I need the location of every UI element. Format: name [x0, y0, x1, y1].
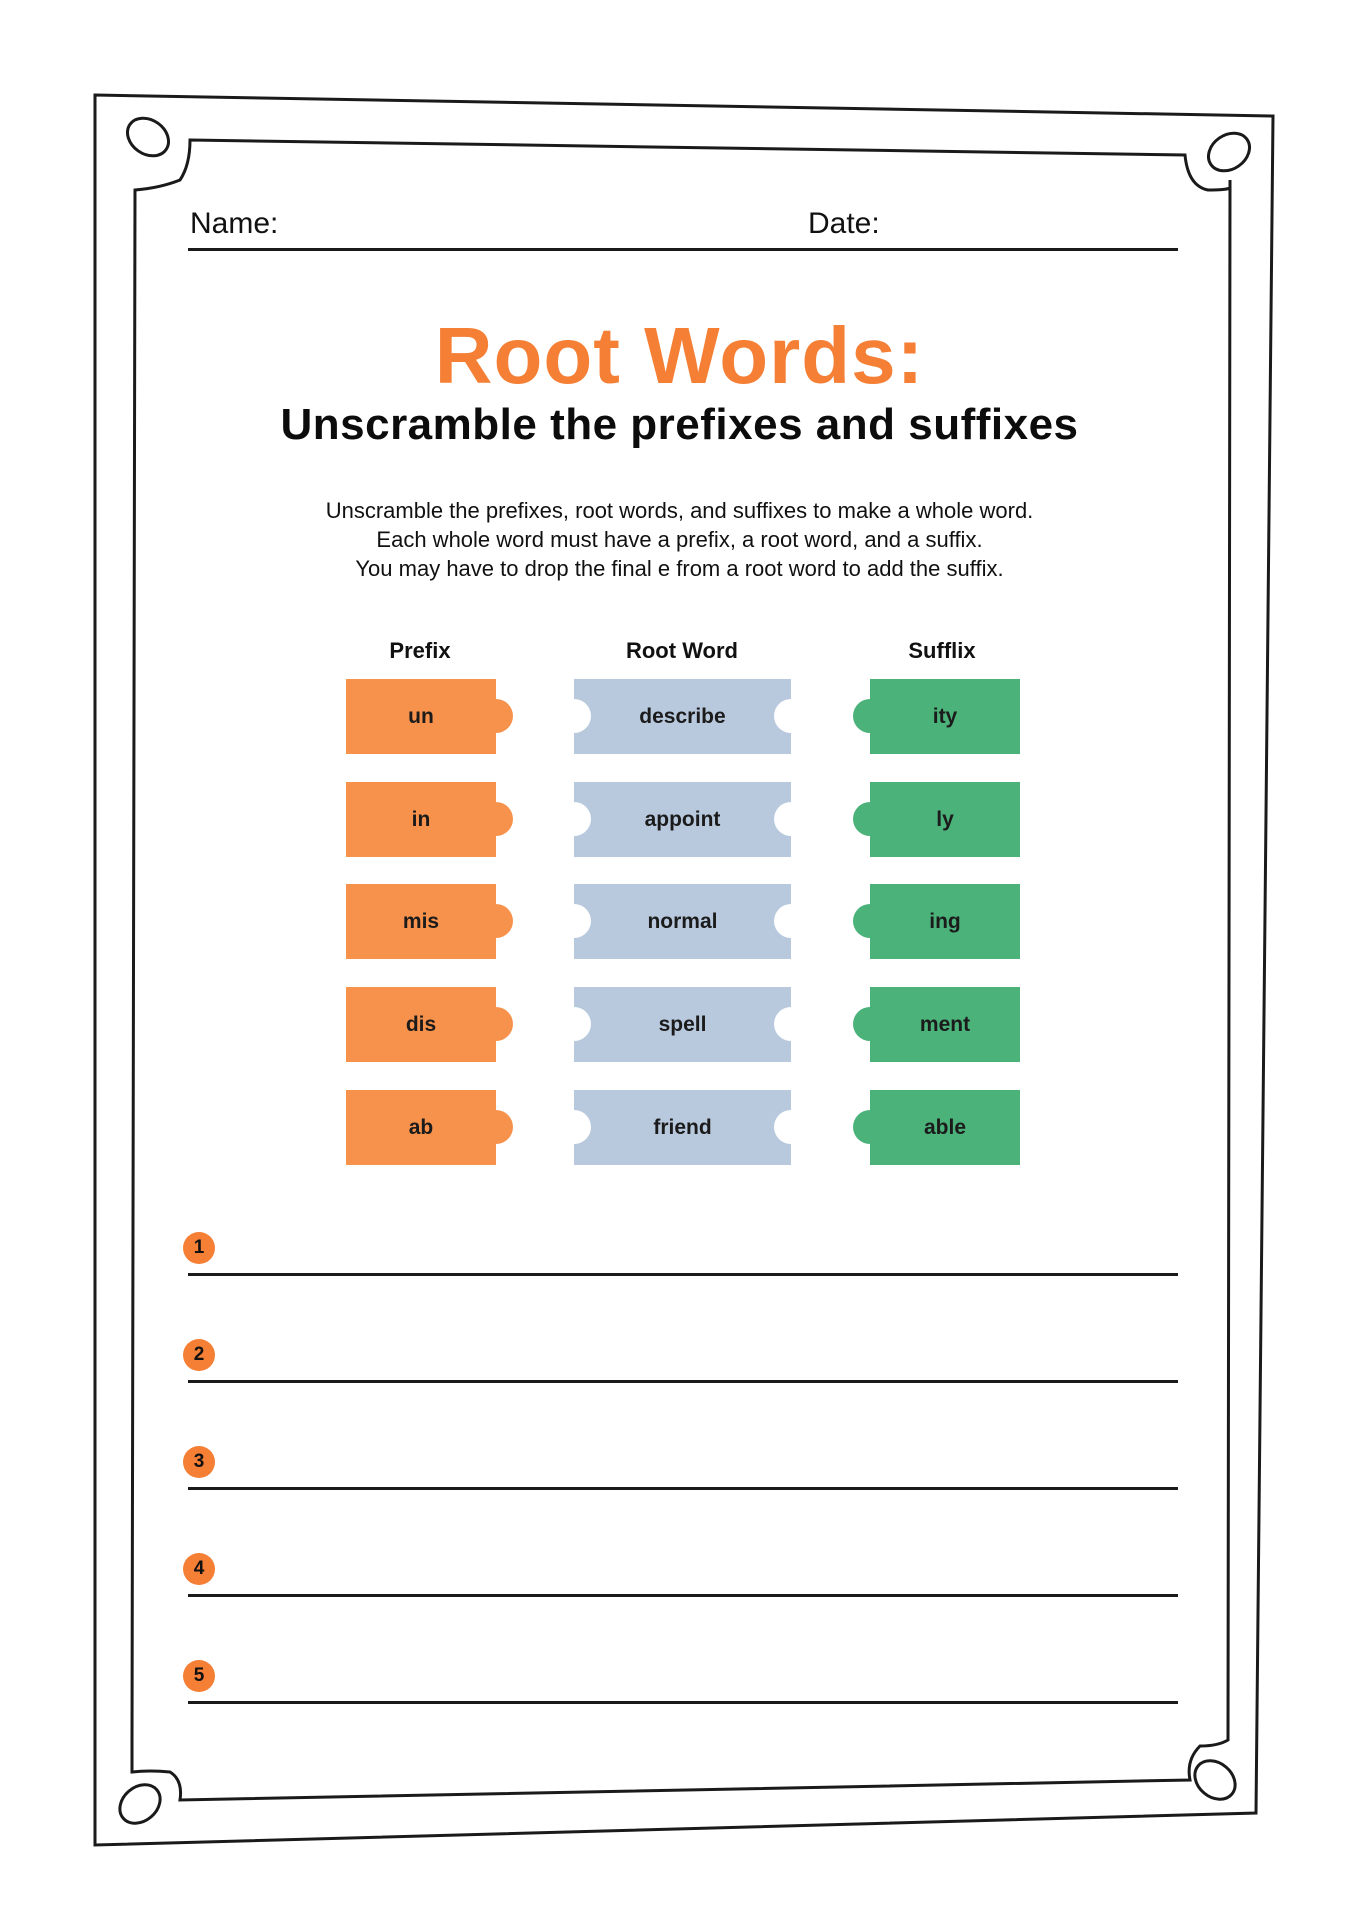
suffix-piece [870, 679, 1020, 754]
root-piece [574, 987, 791, 1062]
root-label: friend [653, 1115, 712, 1139]
answer-number-badge: 3 [183, 1446, 215, 1478]
puzzle-slot [774, 1110, 808, 1144]
prefix-label: un [408, 704, 434, 728]
date-label: Date: [808, 207, 880, 240]
prefix-piece [346, 782, 496, 857]
puzzle-slot [557, 699, 591, 733]
puzzle-tab [479, 1007, 513, 1041]
suffix-label: ly [936, 807, 954, 831]
suffix-label: ing [929, 909, 961, 933]
puzzle-tab [479, 1110, 513, 1144]
prefix-piece [346, 987, 496, 1062]
puzzle-slot [774, 1007, 808, 1041]
root-piece [574, 1090, 791, 1165]
root-piece [574, 679, 791, 754]
answer-line[interactable] [188, 1380, 1178, 1383]
puzzle-slot [557, 1110, 591, 1144]
root-piece [574, 884, 791, 959]
suffix-piece [870, 782, 1020, 857]
suffix-piece [870, 884, 1020, 959]
puzzle-tab [479, 802, 513, 836]
puzzle-slot [557, 802, 591, 836]
root-label: appoint [644, 807, 721, 831]
suffix-label: ment [919, 1012, 971, 1036]
root-label: normal [647, 909, 718, 933]
suffix-column-header: Sufflix [908, 638, 976, 663]
root-piece [574, 782, 791, 857]
page-subtitle: Unscramble the prefixes and suffixes [280, 400, 1079, 449]
answer-number-badge: 4 [183, 1553, 215, 1585]
answer-line[interactable] [188, 1594, 1178, 1597]
instruction-line: Unscramble the prefixes, root words, and suffixes to make a whole word. [325, 498, 1034, 523]
puzzle-tab [479, 699, 513, 733]
prefix-piece [346, 679, 496, 754]
prefix-label: in [411, 807, 431, 831]
answer-line[interactable] [188, 1273, 1178, 1276]
puzzle-slot [774, 802, 808, 836]
answer-number-badge: 2 [183, 1339, 215, 1371]
answer-number-badge: 5 [183, 1660, 215, 1692]
suffix-piece [870, 1090, 1020, 1165]
prefix-column-header: Prefix [389, 638, 451, 663]
puzzle-tab [853, 699, 887, 733]
instruction-line: Each whole word must have a prefix, a root word, and a suffix. [376, 527, 983, 552]
prefix-piece [346, 1090, 496, 1165]
root-label: spell [658, 1012, 707, 1036]
root-column-header: Root Word [625, 638, 738, 663]
puzzle-tab [853, 1007, 887, 1041]
prefix-label: ab [408, 1115, 434, 1139]
name-label: Name: [190, 207, 279, 240]
page-title: Root Words: [434, 311, 925, 400]
prefix-piece [346, 884, 496, 959]
answer-line[interactable] [188, 1701, 1178, 1704]
puzzle-slot [557, 1007, 591, 1041]
puzzle-slot [774, 904, 808, 938]
puzzle-tab [479, 904, 513, 938]
puzzle-slot [557, 904, 591, 938]
puzzle-slot [774, 699, 808, 733]
puzzle-tab [853, 802, 887, 836]
puzzle-tab [853, 1110, 887, 1144]
root-label: describe [639, 704, 726, 728]
answer-line[interactable] [188, 1487, 1178, 1490]
instruction-line: You may have to drop the final e from a root word to add the suffix. [355, 556, 1004, 581]
suffix-piece [870, 987, 1020, 1062]
suffix-label: ity [932, 704, 958, 728]
instructions [0, 496, 1359, 583]
suffix-label: able [923, 1115, 967, 1139]
prefix-label: mis [402, 909, 440, 933]
prefix-label: dis [405, 1012, 437, 1036]
name-date-line[interactable] [188, 248, 1178, 251]
puzzle-tab [853, 904, 887, 938]
answer-number-badge: 1 [183, 1232, 215, 1264]
